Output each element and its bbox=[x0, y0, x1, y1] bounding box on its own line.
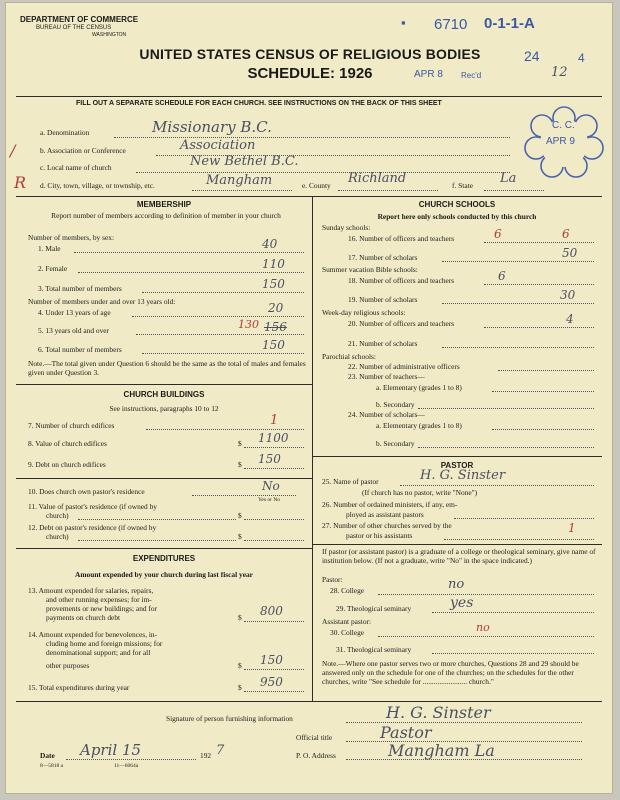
local-name-label: c. Local name of church bbox=[40, 163, 112, 172]
code-number-2: 4 bbox=[578, 51, 585, 65]
official-title-label: Official title bbox=[296, 733, 333, 742]
q28-value: no bbox=[448, 577, 465, 592]
q13-value: 800 bbox=[260, 604, 283, 618]
church-schools-heading: CHURCH SCHOOLS bbox=[418, 200, 496, 209]
q7-edifices-value: 1 bbox=[270, 413, 279, 428]
q3-total-value: 150 bbox=[262, 277, 285, 291]
state-label: f. State bbox=[452, 181, 473, 190]
q11-dollar: $ bbox=[238, 511, 242, 520]
q18-value: 6 bbox=[498, 269, 506, 283]
date-value: April 15 bbox=[80, 741, 142, 759]
q11-label-line1: 11. Value of pastor's residence (if owned by bbox=[28, 502, 157, 511]
q8-value-value: 1100 bbox=[258, 431, 289, 445]
signature-label: Signature of person furnishing information bbox=[166, 714, 293, 723]
denomination-label: a. Denomination bbox=[40, 128, 90, 137]
q27-label-line2: pastor or his assistants bbox=[346, 531, 413, 540]
county-label: e. County bbox=[302, 181, 331, 190]
q29-label: 29. Theological seminary bbox=[336, 604, 412, 613]
q23-label: 23. Number of teachers— bbox=[348, 372, 425, 381]
form-number-2: 11—6064a bbox=[114, 763, 139, 769]
q4-under13-label: 4. Under 13 years of age bbox=[38, 308, 111, 317]
q5-corrected-value: 130 bbox=[238, 318, 259, 331]
received-date-stamp: APR 8 bbox=[414, 69, 443, 80]
q7-edifices-label: 7. Number of church edifices bbox=[28, 421, 115, 430]
q23b-label: b. Secondary bbox=[376, 400, 415, 409]
assistant-pastor-label: Assistant pastor: bbox=[322, 617, 372, 626]
pastor-note: Note.—Where one pastor serves two or more churches, Questions 28 and 29 should be answered only on the schedule for one of the churches; on the schedules for the other churches, write "See schedule for ........................ church." bbox=[322, 659, 579, 686]
cc-stamp-date: APR 9 bbox=[546, 136, 575, 147]
association-value: Association bbox=[180, 138, 256, 153]
q6-total-value: 150 bbox=[262, 338, 285, 352]
q13-label-line2: and other running expenses; for im- bbox=[46, 595, 152, 604]
weekday-schools-label: Week-day religious schools: bbox=[322, 308, 406, 317]
membership-intro: Report number of members according to definition of member in your church bbox=[51, 211, 281, 220]
city-town-label: d. City, town, village, or township, etc. bbox=[40, 181, 155, 190]
q10-residence-value: No bbox=[262, 479, 280, 493]
q13-dollar: $ bbox=[238, 613, 242, 622]
denomination-value: Missionary B.C. bbox=[152, 118, 272, 136]
q24a-label: a. Elementary (grades 1 to 8) bbox=[376, 421, 462, 430]
membership-heading: MEMBERSHIP bbox=[136, 200, 192, 209]
q14-label-line3: denominational support; and for all bbox=[46, 648, 151, 657]
q14-label-line1: 14. Amount expended for benevolences, in- bbox=[28, 630, 158, 639]
received-label: Rec'd bbox=[461, 71, 482, 80]
q14-label-line4: other purposes bbox=[46, 661, 90, 670]
q24-label: 24. Number of scholars— bbox=[348, 410, 425, 419]
form-title: UNITED STATES CENSUS OF RELIGIOUS BODIES bbox=[139, 46, 481, 62]
official-title-value: Pastor bbox=[380, 723, 432, 742]
received-number: 12 bbox=[551, 65, 568, 80]
city-label: WASHINGTON bbox=[92, 32, 127, 38]
q16-value: 6 bbox=[494, 227, 502, 241]
q31-label: 31. Theological seminary bbox=[336, 645, 412, 654]
department-label: DEPARTMENT OF COMMERCE bbox=[20, 15, 139, 24]
q30-value: no bbox=[476, 621, 490, 634]
q13-label-line3: provements or new buildings; and for bbox=[46, 604, 158, 613]
q16-value-2: 6 bbox=[562, 227, 570, 241]
q16-label: 16. Number of officers and teachers bbox=[348, 234, 455, 243]
form-code: 0-1-1-A bbox=[484, 15, 535, 32]
membership-note: Note.—The total given under Question 6 should be the same as the total of males and females given under Question 3. bbox=[28, 359, 306, 377]
state-value: La bbox=[500, 171, 517, 186]
year-digit: 7 bbox=[216, 743, 225, 758]
q5-over13-label: 5. 13 years old and over bbox=[38, 326, 110, 335]
pastor-sub-label: Pastor: bbox=[322, 575, 343, 584]
q24b-label: b. Secondary bbox=[376, 439, 415, 448]
q22-label: 22. Number of administrative officers bbox=[348, 362, 460, 371]
expenditures-intro: Amount expended by your church during last fiscal year bbox=[75, 570, 253, 579]
graduate-note: If pastor (or assistant pastor) is a graduate of a college or theological seminary, give name of institution below. (If not a graduate, write "No" in the space indicated.) bbox=[322, 547, 596, 565]
po-address-value: Mangham La bbox=[388, 741, 495, 760]
q30-label: 30. College bbox=[330, 628, 365, 637]
q20-label: 20. Number of officers and teachers bbox=[348, 319, 455, 328]
q6-total-label: 6. Total number of members bbox=[38, 345, 122, 354]
q14-dollar: $ bbox=[238, 661, 242, 670]
pastor-heading: PASTOR bbox=[440, 461, 474, 470]
form-number: 8—5818 a bbox=[40, 763, 64, 769]
q8-dollar: $ bbox=[238, 439, 242, 448]
q12-label-line1: 12. Debt on pastor's residence (if owned by bbox=[28, 523, 157, 532]
q23a-label: a. Elementary (grades 1 to 8) bbox=[376, 383, 462, 392]
q13-label-line4: payments on church debt bbox=[46, 613, 121, 622]
date-label: Date bbox=[40, 751, 55, 760]
q9-debt-value: 150 bbox=[258, 452, 281, 466]
sunday-schools-label: Sunday schools: bbox=[322, 223, 371, 232]
q28-label: 28. College bbox=[330, 586, 365, 595]
q15-dollar: $ bbox=[238, 683, 242, 692]
church-schools-intro: Report here only schools conducted by this church bbox=[377, 212, 537, 221]
county-value: Richland bbox=[348, 171, 407, 186]
church-buildings-intro: See instructions, paragraphs 10 to 12 bbox=[109, 404, 219, 413]
q11-label-line2: church) bbox=[46, 511, 69, 520]
signature-value: H. G. Sinster bbox=[386, 703, 491, 722]
summer-schools-label: Summer vacation Bible schools: bbox=[322, 265, 418, 274]
q5-over13-value: 156 bbox=[264, 320, 287, 334]
q21-label: 21. Number of scholars bbox=[348, 339, 418, 348]
q25-pastor-name: H. G. Sinster bbox=[420, 468, 506, 483]
q4-under13-value: 20 bbox=[268, 301, 284, 315]
q17-label: 17. Number of scholars bbox=[348, 253, 418, 262]
parochial-schools-label: Parochial schools: bbox=[322, 352, 376, 361]
fill-out-instruction: FILL OUT A SEPARATE SCHEDULE FOR EACH CHURCH. SEE INSTRUCTIONS ON THE BACK OF THIS SHEET bbox=[76, 100, 442, 107]
q19-label: 19. Number of scholars bbox=[348, 295, 418, 304]
age-intro-label: Number of members under and over 13 years old: bbox=[28, 297, 176, 306]
year-prefix: 192 bbox=[200, 751, 212, 760]
q25-label: 25. Name of pastor bbox=[322, 477, 379, 486]
q29-value: yes bbox=[450, 595, 474, 611]
q25-note: (If church has no pastor, write "None") bbox=[362, 488, 478, 497]
q18-label: 18. Number of officers and teachers bbox=[348, 276, 455, 285]
q14-value: 150 bbox=[260, 653, 283, 667]
q1-male-value: 40 bbox=[262, 237, 278, 251]
q12-dollar: $ bbox=[238, 532, 242, 541]
q27-value: 1 bbox=[568, 521, 576, 535]
q12-label-line2: church) bbox=[46, 532, 69, 541]
code-number: 24 bbox=[524, 48, 540, 64]
q9-dollar: $ bbox=[238, 460, 242, 469]
q17-value: 50 bbox=[562, 246, 578, 260]
q10-yes-no-hint: Yes or No bbox=[258, 497, 281, 503]
q3-total-label: 3. Total number of members bbox=[38, 284, 122, 293]
q10-residence-label: 10. Does church own pastor's residence bbox=[28, 487, 145, 496]
q15-total-label: 15. Total expenditures during year bbox=[28, 683, 130, 692]
po-address-label: P. O. Address bbox=[296, 751, 336, 760]
stamp-bullet: ▪ bbox=[401, 15, 406, 30]
expenditures-heading: EXPENDITURES bbox=[132, 554, 196, 563]
q26-label-line1: 26. Number of ordained ministers, if any, em- bbox=[322, 500, 458, 509]
margin-check-mark: / bbox=[10, 141, 16, 160]
q27-label-line1: 27. Number of other churches served by the bbox=[322, 521, 452, 530]
margin-review-mark: R bbox=[14, 173, 27, 192]
local-name-value: New Bethel B.C. bbox=[190, 154, 299, 169]
q8-value-label: 8. Value of church edifices bbox=[28, 439, 107, 448]
q9-debt-label: 9. Debt on church edifices bbox=[28, 460, 106, 469]
census-schedule-sheet bbox=[6, 3, 612, 793]
city-town-value: Mangham bbox=[206, 173, 273, 188]
q15-total-value: 950 bbox=[260, 675, 283, 689]
q26-label-line2: ployed as assistant pastors bbox=[346, 510, 424, 519]
q2-female-value: 110 bbox=[262, 257, 285, 271]
cc-stamp-label: C. C. bbox=[552, 120, 575, 131]
q19-value: 30 bbox=[560, 288, 576, 302]
association-label: b. Association or Conference bbox=[40, 146, 126, 155]
q14-label-line2: cluding home and foreign missions; for bbox=[46, 639, 163, 648]
q13-label-line1: 13. Amount expended for salaries, repairs, bbox=[28, 586, 154, 595]
q1-male-label: 1. Male bbox=[38, 244, 61, 253]
q20-value: 4 bbox=[566, 312, 574, 326]
schedule-title: SCHEDULE: 1926 bbox=[247, 65, 373, 82]
by-sex-label: Number of members, by sex: bbox=[28, 233, 114, 242]
stamp-number: 6710 bbox=[434, 16, 468, 33]
q2-female-label: 2. Female bbox=[38, 264, 68, 273]
bureau-label: BUREAU OF THE CENSUS bbox=[36, 25, 112, 31]
church-buildings-heading: CHURCH BUILDINGS bbox=[123, 390, 205, 399]
